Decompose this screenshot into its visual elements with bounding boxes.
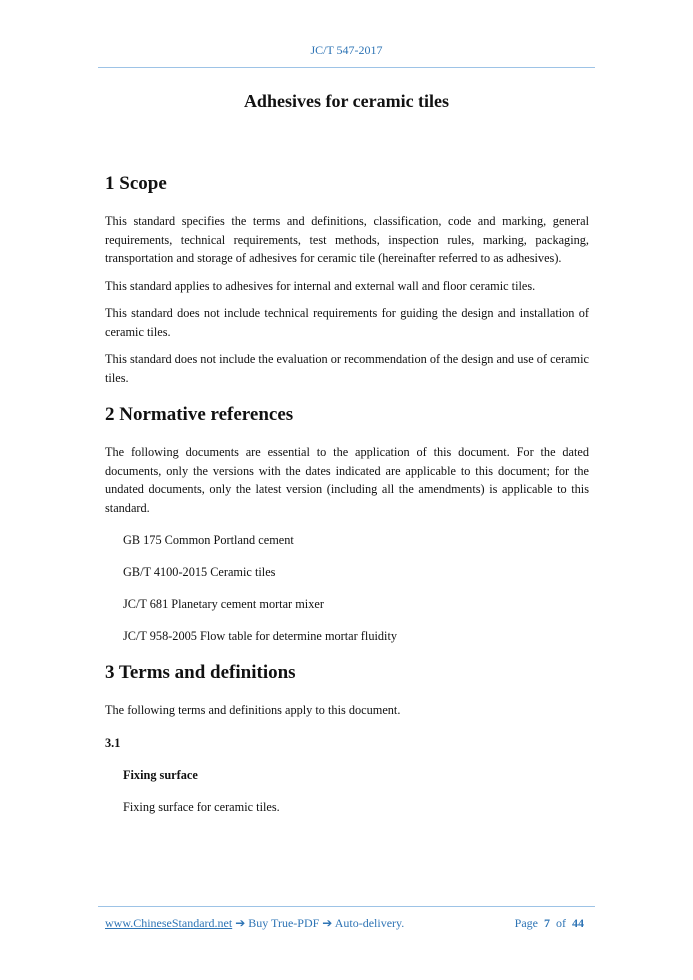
document-body [105, 170, 589, 816]
page-label: Page [514, 916, 538, 930]
page-current: 7 [544, 916, 550, 930]
scope-paragraph-2: This standard applies to adhesives for internal and external wall and floor ceramic tiles. [105, 278, 536, 293]
document-title: Adhesives for ceramic tiles [243, 91, 450, 111]
footer-promo [105, 916, 404, 931]
reference-item: JC/T 681 Planetary cement mortar mixer [123, 597, 324, 611]
footer-divider [98, 906, 595, 907]
subclause-number: 3.1 [105, 735, 121, 750]
header-standard-code: JC/T 547-2017 [310, 43, 383, 57]
scope-paragraph-4: This standard does not include the evaluation or recommendation of the design and use of ceramic tiles. [105, 352, 589, 385]
scope-paragraph-3: This standard does not include technical requirements for guiding the design and installation of ceramic tiles. [105, 306, 589, 339]
terms-intro: The following terms and definitions apply to this document. [105, 703, 401, 717]
normative-intro: The following documents are essential to the application of this document. For the dated documents, only the versions with the dates indicated are applicable to this document; for the undated documents, only the latest version (including all the amendments) is applicable to this standard. [105, 445, 589, 515]
section-heading-terms: 3 Terms and definitions [105, 662, 296, 683]
reference-item: GB 175 Common Portland cement [123, 533, 294, 547]
scope-paragraph-1: This standard specifies the terms and definitions, classification, code and marking, general requirements, technical requirements, test methods, inspection rules, marking, packaging, transportation and storage of adhesives for ceramic tile (hereinafter referred to as adhesives). [105, 214, 589, 265]
page-of: of [556, 916, 566, 930]
section-heading-scope: 1 Scope [105, 173, 167, 194]
section-heading-normative-references: 2 Normative references [105, 404, 294, 425]
header-divider [98, 67, 595, 68]
page-total: 44 [572, 916, 584, 930]
buy-link[interactable]: Buy True-PDF [248, 916, 320, 930]
term-definition: Fixing surface for ceramic tiles. [123, 799, 280, 814]
site-link[interactable]: www.ChineseStandard.net [105, 916, 233, 930]
reference-item: GB/T 4100-2015 Ceramic tiles [123, 565, 276, 579]
arrow-icon: ➔ [232, 916, 249, 930]
reference-item: JC/T 958-2005 Flow table for determine mortar fluidity [123, 629, 398, 643]
term-name: Fixing surface [123, 767, 198, 782]
delivery-text: Auto-delivery. [334, 916, 405, 930]
page-counter [515, 916, 584, 931]
arrow-icon: ➔ [319, 916, 335, 930]
